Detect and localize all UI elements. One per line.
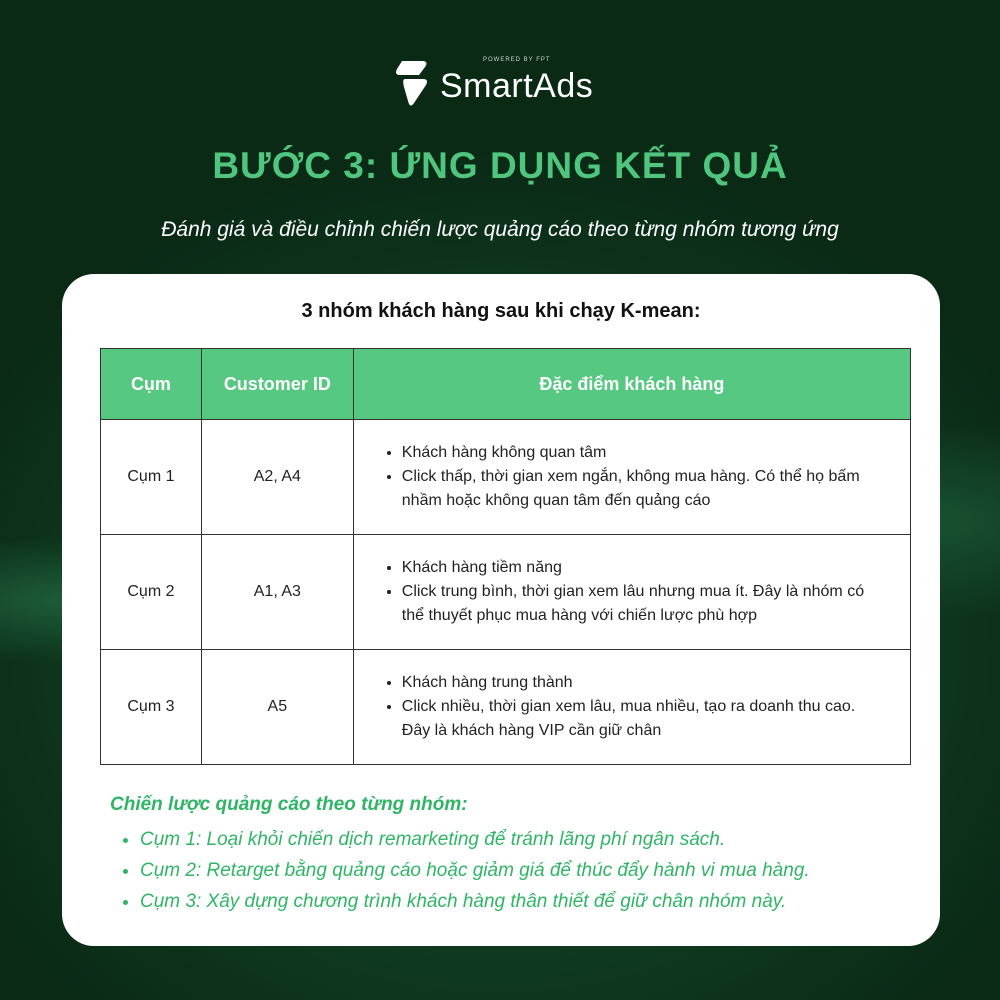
list-item: • Khách hàng trung thành [402,671,886,695]
header-customer-id: Customer ID [201,349,353,420]
cell-features [353,535,910,650]
list-item: • Click nhiều, thời gian xem lâu, mua nhiều, tạo ra doanh thu cao. Đây là khách hàng VIP cần giữ chân [402,695,886,743]
smartads-logo-icon [392,57,432,109]
header-features: Đặc điểm khách hàng [353,349,910,420]
table-row [101,535,911,650]
strategy-item: • Cụm 2: Retarget bằng quảng cáo hoặc giảm giá để thúc đẩy hành vi mua hàng. [140,855,910,886]
card-title: 3 nhóm khách hàng sau khi chạy K-mean: [301,300,701,322]
list-item: • Click thấp, thời gian xem ngắn, không mua hàng. Có thể họ bấm nhầm hoặc không quan tâm đến quảng cáo [402,465,886,513]
list-item: • Khách hàng không quan tâm [402,441,886,465]
cell-cluster: Cụm 3 [101,650,202,765]
brand-name: SmartAds [440,67,594,105]
table-header-row [101,349,911,420]
header-cluster: Cụm [101,349,202,420]
strategy-item: • Cụm 1: Loại khỏi chiến dịch remarketing để tránh lãng phí ngân sách. [140,824,910,855]
cell-customer-id: A2, A4 [201,420,353,535]
cell-features [353,420,910,535]
page-subtitle: Đánh giá và điều chỉnh chiến lược quảng cáo theo từng nhóm tương ứng [161,218,839,241]
brand-logo [0,55,1000,115]
strategy-section [110,794,910,917]
powered-by-label: POWERED BY FPT [483,57,551,63]
list-item: • Click trung bình, thời gian xem lâu nhưng mua ít. Đây là nhóm có thể thuyết phục mua hàng với chiến lược phù hợp [402,580,886,628]
strategy-item: • Cụm 3: Xây dựng chương trình khách hàng thân thiết để giữ chân nhóm này. [140,886,910,917]
strategy-title: Chiến lược quảng cáo theo từng nhóm: [110,794,468,815]
strategy-list [110,824,910,917]
page-title: BƯỚC 3: ỨNG DỤNG KẾT QUẢ [212,145,788,186]
table-row [101,650,911,765]
cluster-table [100,348,911,765]
cell-features [353,650,910,765]
cell-customer-id: A5 [201,650,353,765]
cell-cluster: Cụm 1 [101,420,202,535]
cell-cluster: Cụm 2 [101,535,202,650]
table-row [101,420,911,535]
list-item: • Khách hàng tiềm năng [402,556,886,580]
content-card [62,274,940,946]
cell-customer-id: A1, A3 [201,535,353,650]
